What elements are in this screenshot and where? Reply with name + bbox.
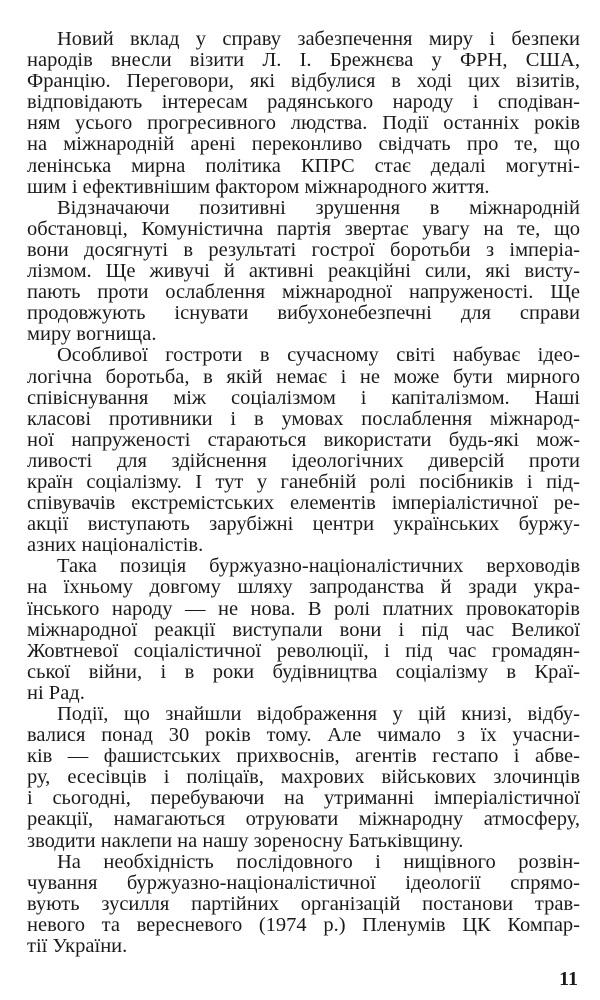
- text-line: чування буржуазно-націоналістичної ідеології спрямо-: [27, 872, 580, 894]
- text-line: на їхньому довгому шляху запроданства й зради укра-: [27, 577, 580, 599]
- text-line: Відзначаючи позитивні зрушення в міжнародній: [57, 197, 580, 219]
- text-line: Події, що знайшли відображення у цій книзі, відбу-: [57, 704, 580, 725]
- text-line: відповідають інтересам радянського народу і сподіван-: [27, 92, 580, 114]
- text-line: і сьогодні, перебуваючи на утриманні імперіалістичної: [27, 788, 580, 810]
- text-line: класові противники і в умовах послаблення міжнарод-: [27, 408, 580, 430]
- text-line: країн соціалізму. І тут у ганебній ролі посібників і під-: [27, 471, 580, 493]
- text-line: продовжують існувати вибухонебезпечні для справи: [27, 303, 580, 325]
- text-line: невого та вересневого (1974 р.) Пленумів ЦК Компар-: [27, 914, 580, 936]
- text-line: Жовтневої соціалістичної революції, і під час громадян-: [27, 640, 580, 662]
- text-line: реакції, намагаються отруювати міжнародну атмосферу,: [27, 809, 580, 831]
- text-line: їнського народу — не нова. В ролі платних провокаторів: [27, 598, 580, 620]
- text-line: ру, есесівців і поліцаїв, махрових військових злочинців: [27, 767, 580, 789]
- text-line: вують зусилля партійних організацій постанови трав-: [27, 893, 580, 915]
- text-line: шим і ефективнішим фактором міжнародного життя.: [27, 176, 490, 198]
- text-line: валися понад 30 років тому. Але чимало з їх учасни-: [27, 725, 580, 747]
- text-line: Новий вклад у справу забезпечення миру і безпеки: [57, 29, 580, 50]
- text-line: акції виступають зарубіжні центри українських буржу-: [27, 514, 580, 536]
- paragraph: [27, 198, 580, 346]
- text-line: тії України.: [27, 936, 128, 958]
- text-line: логічна боротьба, в якій немає і не може бути мирного: [27, 366, 580, 388]
- text-line: співіснування між соціалізмом і капіталізмом. Наші: [27, 387, 580, 409]
- text-line: миру вогнища.: [27, 324, 157, 346]
- text-line: вони досягнуті в результаті гострої боротьби з імперіа-: [27, 239, 580, 261]
- paragraph: [27, 556, 580, 704]
- text-line: ної напруженості стараються використати будь-які мож-: [27, 429, 580, 451]
- page-body: [27, 29, 580, 957]
- page-number: 11: [559, 968, 578, 990]
- text-line: обстановці, Комуністична партія звертає увагу на те, що: [27, 218, 580, 240]
- paragraph: [27, 345, 580, 556]
- text-line: пають проти ослаблення міжнародної напруженості. Ще: [27, 282, 580, 304]
- text-line: На необхідність послідовного і нищівного розвін-: [57, 851, 580, 873]
- text-line: ні Рад.: [27, 682, 85, 704]
- text-line: азних націоналістів.: [27, 535, 204, 557]
- text-line: ливості для здійснення ідеологічних диверсій проти: [27, 450, 580, 472]
- paragraph: [27, 704, 580, 852]
- text-line: ленінська мирна політика КПРС стає дедалі могутні-: [27, 155, 580, 177]
- text-line: співувачів екстремістських елементів імперіалістичної ре-: [27, 493, 580, 515]
- text-line: ської війни, і в роки будівництва соціалізму в Краї-: [27, 661, 580, 683]
- text-line: ків — фашистських прихвоснів, агентів гестапо і абве-: [27, 746, 580, 768]
- text-line: ням усього прогресивного людства. Події останніх років: [27, 113, 580, 135]
- text-line: Особливої гостроти в сучасному світі набуває ідео-: [57, 345, 580, 367]
- text-line: на міжнародній арені переконливо свідчать про те, що: [27, 134, 580, 156]
- text-line: лізмом. Ще живучі й активні реакційні сили, які висту-: [27, 261, 580, 283]
- text-line: Францію. Переговори, які відбулися в ході цих візитів,: [27, 71, 580, 93]
- text-line: міжнародної реакції виступали вони і під час Великої: [27, 619, 580, 641]
- paragraph: [27, 29, 580, 198]
- text-line: Така позиція буржуазно-націоналістичних верховодів: [57, 556, 580, 578]
- paragraph: [27, 852, 580, 957]
- text-line: народів внесли візити Л. І. Брежнєва у ФРН, США,: [27, 50, 580, 72]
- text-line: зводити наклепи на нашу зореносну Батьківщину.: [27, 830, 464, 852]
